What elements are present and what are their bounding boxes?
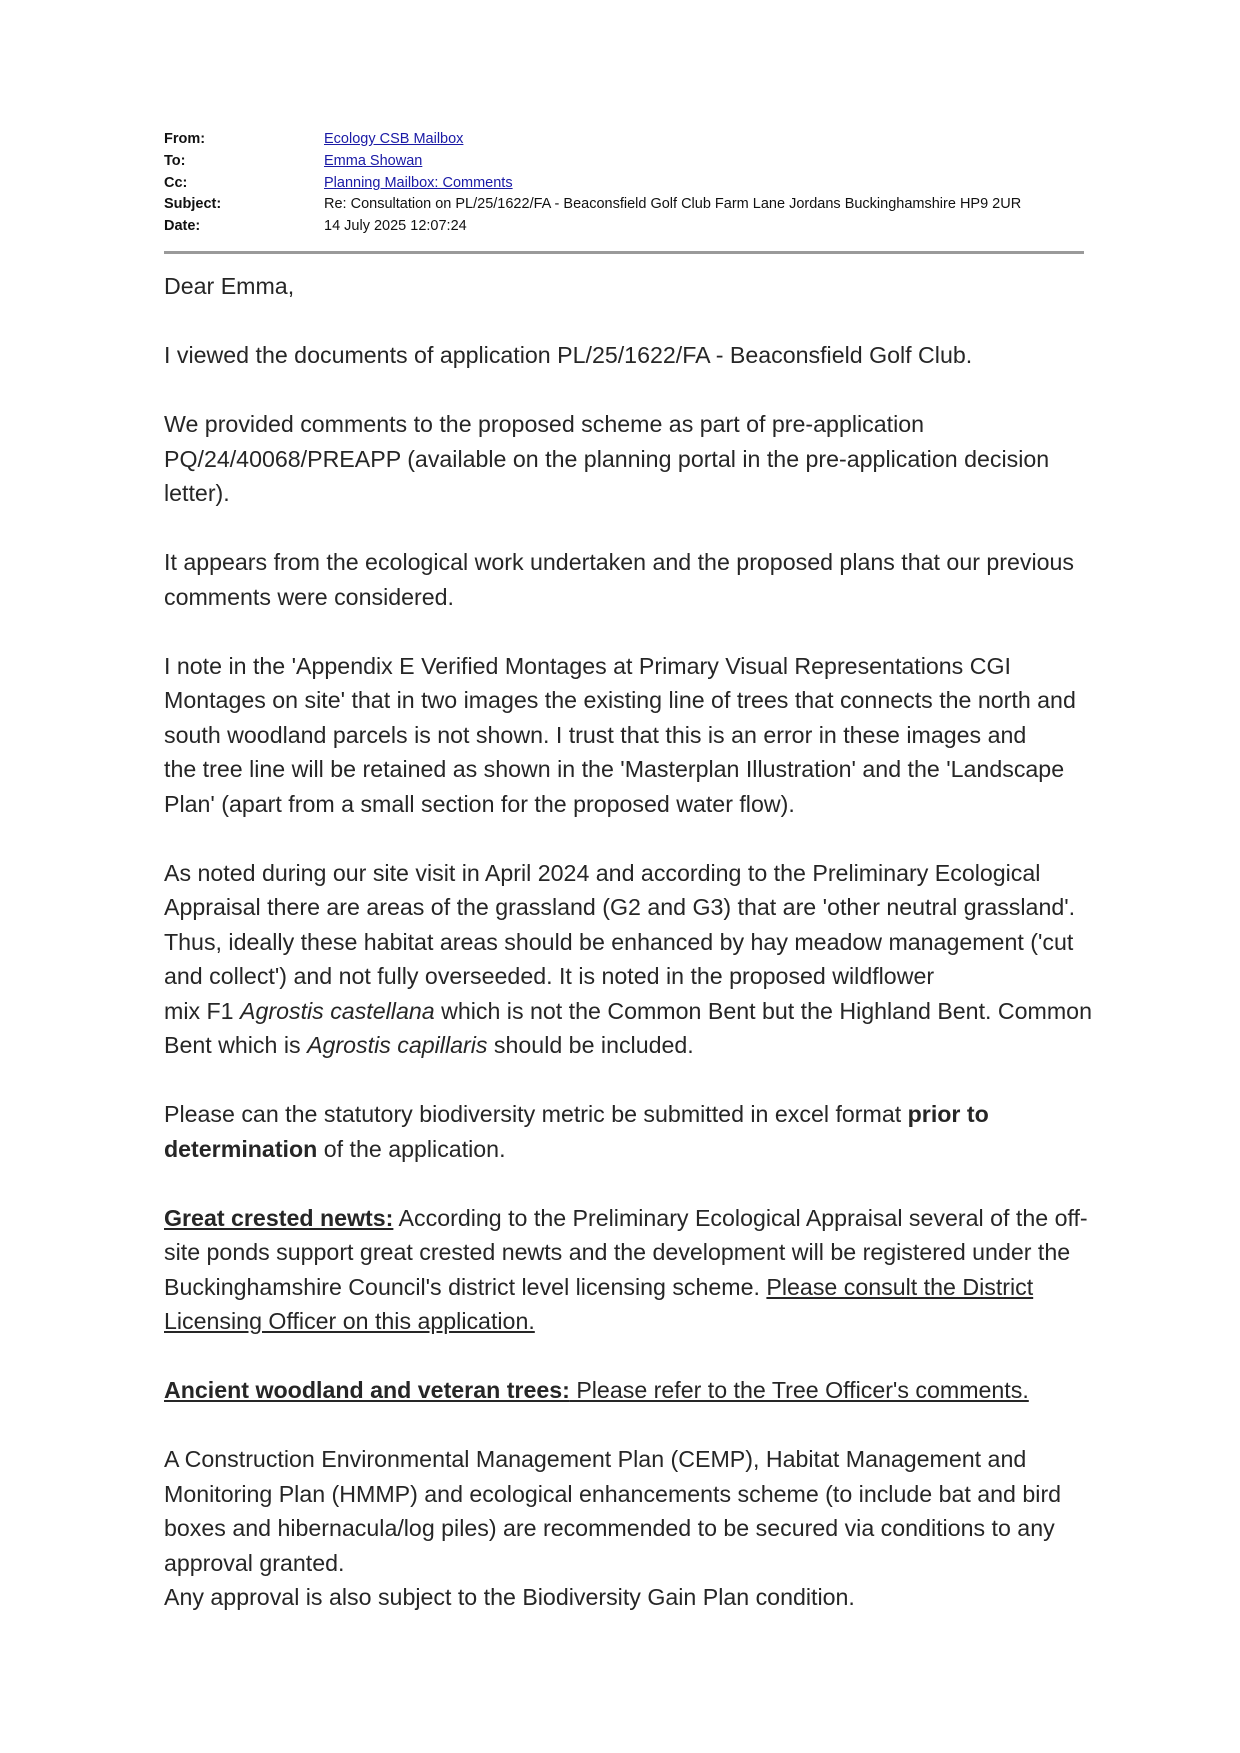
date-label: Date:	[164, 218, 201, 235]
cc-label: Cc:	[164, 174, 188, 191]
greeting: Dear Emma,	[164, 273, 295, 299]
paragraph-cemp-hmmp: A Construction Environmental Management Plan (CEMP), Habitat Management and Monitoring Plan (HMMP) and ecological enhancements scheme (to include bat and bird boxes and hibernacula/log piles) are recommended to be secured via conditions to any approval granted.	[164, 1446, 1062, 1576]
paragraph-biodiversity-metric: Please can the statutory biodiversity metric be submitted in excel format prior to determination of the application.	[164, 1101, 989, 1162]
header-divider	[164, 251, 1084, 254]
paragraph-grassland: As noted during our site visit in April 2024 and according to the Preliminary Ecological Appraisal there are areas of the grassland (G2 and G3) that are 'other neutral grassland'. Thus, ideally these habitat areas should be enhanced by hay meadow management ('cut and collect') and not fully overseeded. It is noted in the proposed wildflower mix F1 Agrostis castellana which is not the Common Bent but the Highland Bent. Common Bent which is Agrostis capillaris should be included.	[164, 859, 1092, 1058]
emphasis-prior-to: prior to	[907, 1101, 989, 1127]
paragraph-comments-considered: It appears from the ecological work undertaken and the proposed plans that our previous comments were considered.	[164, 549, 1075, 610]
consult-licensing-officer-text-cont: Licensing Officer on this application.	[164, 1308, 535, 1334]
paragraph-viewed-documents: I viewed the documents of application PL/25/1622/FA - Beaconsfield Golf Club.	[164, 342, 973, 368]
paragraph-great-crested-newts: Great crested newts: According to the Preliminary Ecological Appraisal several of the off- site ponds support great crested newts and the development will be registered under the Buckinghamshire Council's district level licensing scheme. Please consult the District Licensing Officer on this application.	[164, 1204, 1088, 1334]
to-label: To:	[164, 152, 186, 169]
cc-row	[164, 173, 1084, 195]
paragraph-biodiversity-gain: Any approval is also subject to the Biodiversity Gain Plan condition.	[164, 1584, 855, 1610]
to-link[interactable]: Emma Showan	[324, 152, 423, 169]
tree-officer-note: Please refer to the Tree Officer's comments.	[569, 1377, 1029, 1403]
from-link[interactable]: Ecology CSB Mailbox	[324, 131, 464, 147]
subject-value: Re: Consultation on PL/25/1622/FA - Beaconsfield Golf Club Farm Lane Jordans Buckinghamshire HP9 2UR	[324, 196, 1022, 213]
from-label: From:	[164, 131, 206, 147]
to-row	[164, 151, 1084, 173]
heading-ancient-woodland: Ancient woodland and veteran trees:	[164, 1377, 570, 1403]
email-header	[164, 129, 1084, 238]
species-agrostis-castellana: Agrostis castellana	[240, 997, 435, 1024]
from-row	[164, 129, 1084, 151]
paragraph-montages: I note in the 'Appendix E Verified Montages at Primary Visual Representations CGI Montages on site' that in two images the existing line of trees that connects the north and south woodland parcels is not shown. I trust that this is an error in these images and the tree line will be retained as shown in the 'Masterplan Illustration' and the 'Landscape Plan' (apart from a small section for the proposed water flow).	[164, 652, 1076, 817]
cc-link[interactable]: Planning Mailbox: Comments	[324, 174, 513, 191]
email-body	[164, 269, 1094, 1615]
emphasis-determination: determination	[164, 1135, 318, 1162]
species-agrostis-capillaris: Agrostis capillaris	[307, 1032, 488, 1058]
consult-licensing-officer-text: Please consult the District	[766, 1273, 1034, 1300]
subject-row	[164, 194, 1084, 216]
heading-great-crested-newts: Great crested newts:	[164, 1204, 394, 1231]
date-value: 14 July 2025 12:07:24	[324, 218, 467, 235]
date-row	[164, 216, 1084, 238]
subject-label: Subject:	[164, 196, 222, 213]
paragraph-pre-application: We provided comments to the proposed scheme as part of pre-application PQ/24/40068/PREAPP (available on the planning portal in the pre-application decision letter).	[164, 411, 1050, 506]
paragraph-ancient-woodland	[164, 1373, 1094, 1408]
